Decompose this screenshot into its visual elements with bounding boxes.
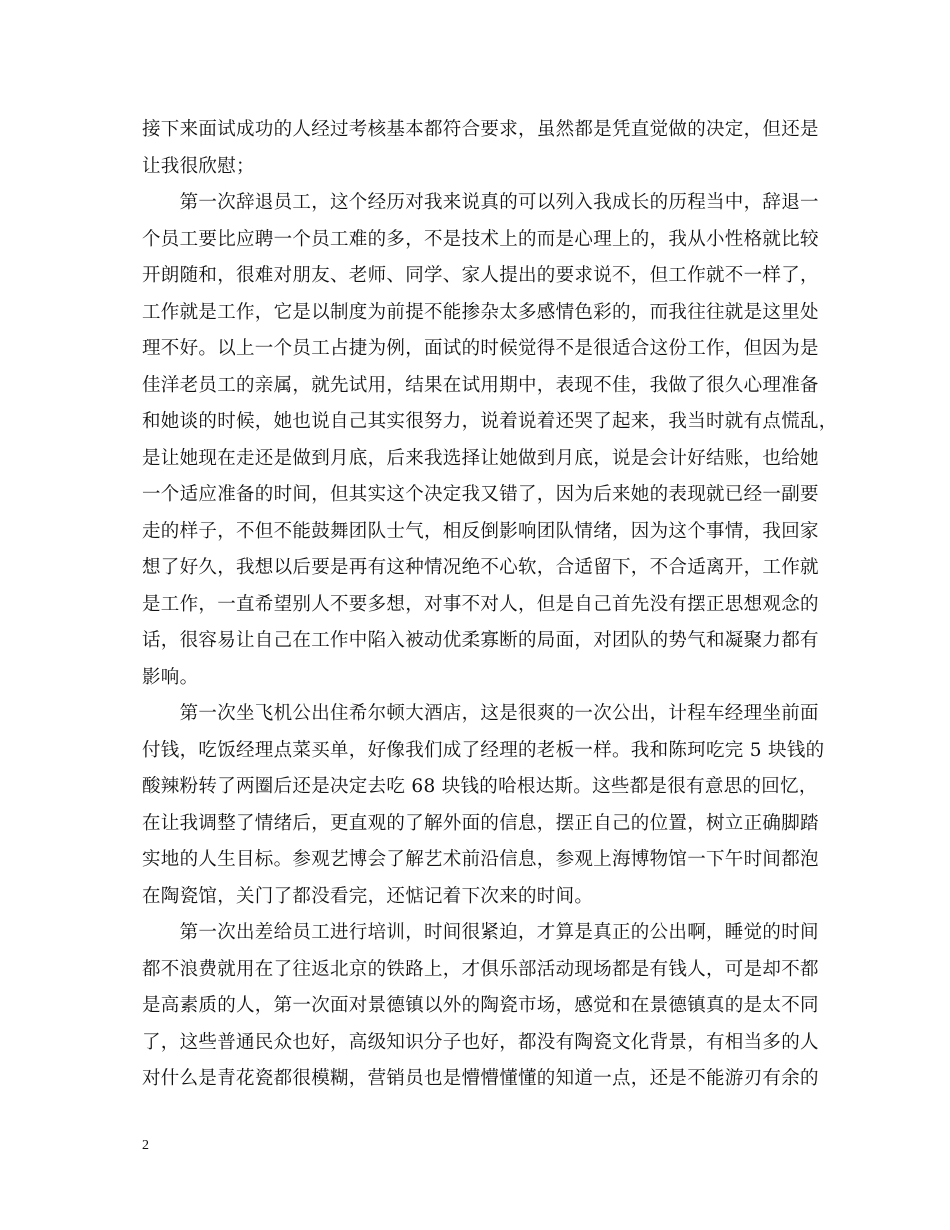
text-line: 实地的人生目标。参观艺博会了解艺术前沿信息，参观上海博物馆一下午时间都泡 [142,849,819,870]
text-line: 走的样子，不但不能鼓舞团队士气，相反倒影响团队情绪，因为这个事情，我回家 [142,520,819,542]
text-line: 是高素质的人，第一次面对景德镇以外的陶瓷市场，感觉和在景德镇真的是太不同 [142,995,819,1016]
text-line: 了，这些普通民众也好，高级知识分子也好，都没有陶瓷文化背景，有相当多的人 [142,1031,819,1053]
text-line: 工作就是工作，它是以制度为前提不能掺杂太多感情色彩的，而我往往就是这里处 [142,301,819,323]
text-line: 一个适应准备的时间，但其实这个决定我又错了，因为后来她的表现就已经一副要 [142,484,819,505]
text-line: 话，很容易让自己在工作中陷入被动优柔寡断的局面，对团队的势气和凝聚力都有 [142,630,819,651]
text-line: 对什么是青花瓷都很模糊，营销员也是懵懵懂懂的知道一点，还是不能游刃有余的 [142,1068,819,1089]
text-line: 理不好。以上一个员工占捷为例，面试的时候觉得不是很适合这份工作，但因为是 [142,338,819,359]
body-text [142,112,838,1098]
text-line: 让我很欣慰； [142,155,255,177]
text-line: 第一次坐飞机公出住希尔顿大酒店，这是很爽的一次公出，计程车经理坐前面 [142,703,819,724]
text-line: 在让我调整了情绪后，更直观的了解外面的信息，摆正自己的位置，树立正确脚踏 [142,812,819,834]
text-line: 酸辣粉转了两圈后还是决定去吃 68 块钱的哈根达斯。这些都是很有意思的回忆， [142,776,818,797]
text-line: 第一次出差给员工进行培训，时间很紧迫，才算是真正的公出啊，睡觉的时间 [142,922,819,943]
text-line: 和她谈的时候，她也说自己其实很努力，说着说着还哭了起来，我当时就有点慌乱， [142,411,838,432]
page-number: 2 [142,1138,149,1153]
text-line: 是让她现在走还是做到月底，后来我选择让她做到月底，说是会计好结账，也给她 [142,447,819,469]
text-line: 付钱，吃饭经理点菜买单，好像我们成了经理的老板一样。我和陈珂吃完 5 块钱的 [142,739,825,761]
text-line: 在陶瓷馆，关门了都没看完，还惦记着下次来的时间。 [142,885,594,907]
text-line: 第一次辞退员工，这个经历对我来说真的可以列入我成长的历程当中，辞退一 [142,192,819,213]
text-line: 接下来面试成功的人经过考核基本都符合要求，虽然都是凭直觉做的决定，但还是 [142,119,819,140]
text-line: 是工作，一直希望别人不要多想，对事不对人，但是自己首先没有摆正思想观念的 [142,593,819,615]
text-line: 开朗随和，很难对朋友、老师、同学、家人提出的要求说不，但工作就不一样了， [142,265,819,286]
text-line: 影响。 [142,666,199,688]
text-line: 想了好久，我想以后要是再有这种情况绝不心软，合适留下，不合适离开，工作就 [142,557,819,578]
text-line: 都不浪费就用在了往返北京的铁路上，才俱乐部活动现场都是有钱人，可是却不都 [142,958,819,980]
text-line: 佳洋老员工的亲属，就先试用，结果在试用期中，表现不佳，我做了很久心理准备 [142,374,819,396]
text-line: 个员工要比应聘一个员工难的多，不是技术上的而是心理上的，我从小性格就比较 [142,228,819,250]
